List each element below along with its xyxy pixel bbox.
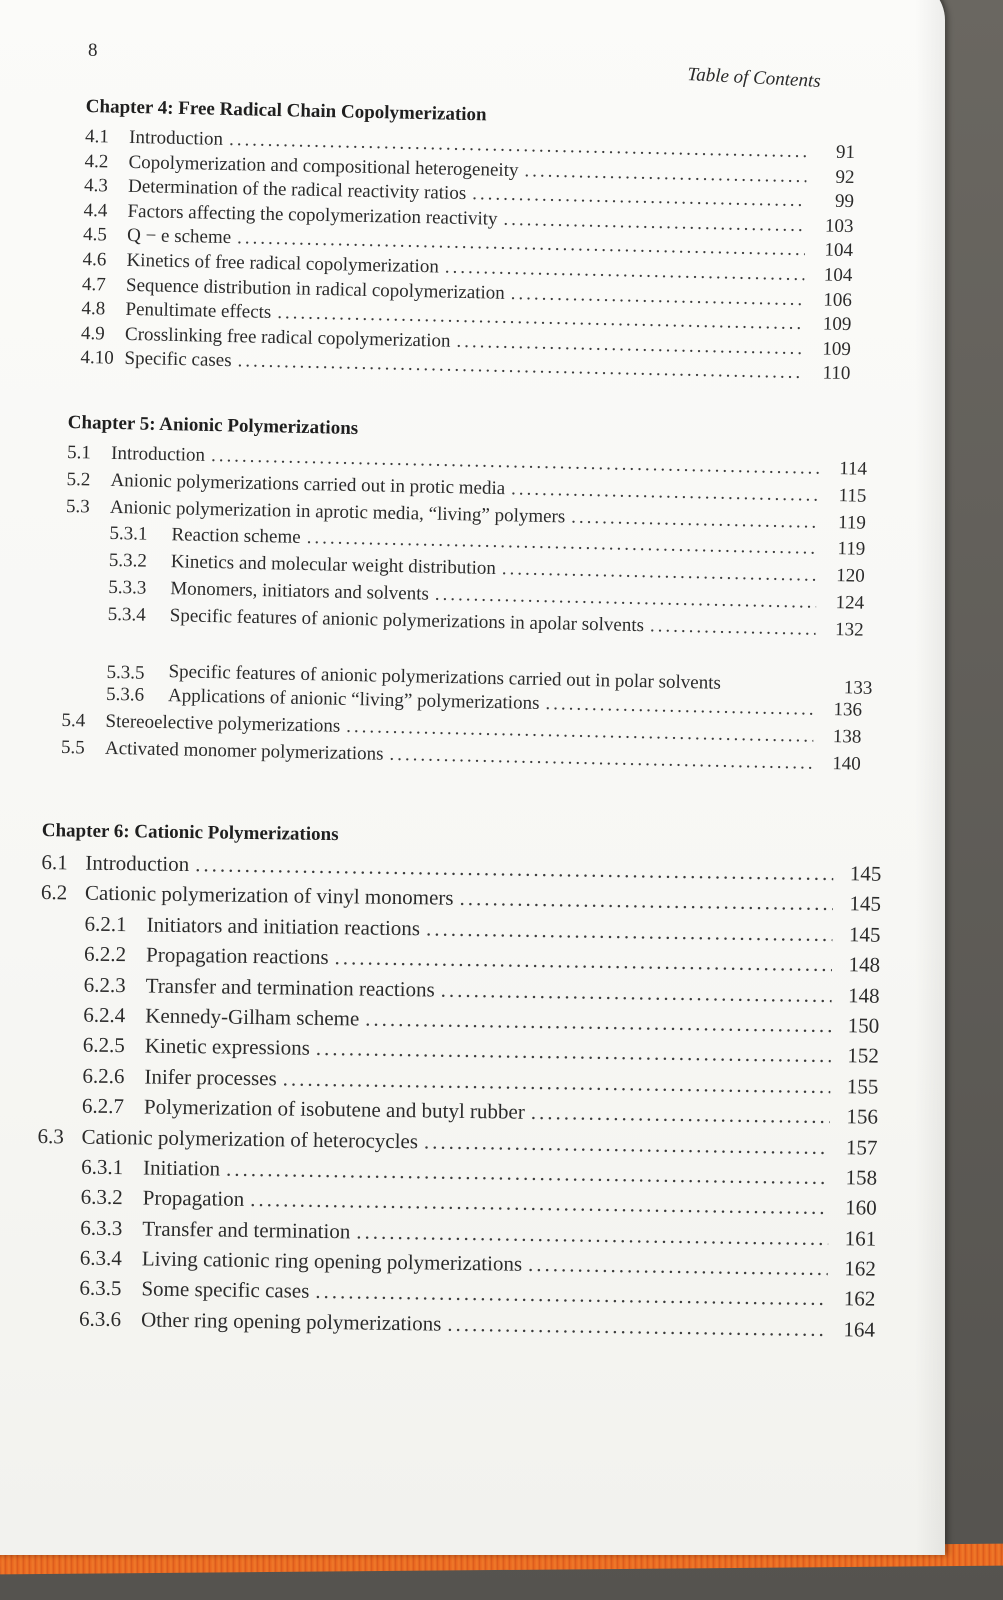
chapter-title: Chapter 6: Cationic Polymerizations: [41, 820, 339, 846]
toc-entry-page: 119: [837, 511, 867, 534]
toc-entry-title: Applications of anionic “living” polymerizations: [167, 685, 540, 715]
toc-entry-title: Transfer and termination: [142, 1216, 351, 1244]
toc-entry-title: Kinetics and molecular weight distribution: [170, 551, 497, 580]
dot-leader: [531, 1100, 830, 1129]
toc-entry-number: 5.2: [66, 468, 91, 491]
toc-entry-page: 91: [835, 141, 856, 164]
toc-entry-number: 6.3.3: [80, 1215, 123, 1240]
dot-leader: [528, 1252, 828, 1281]
toc-entry-page: 156: [846, 1104, 879, 1129]
toc-entry-page: 148: [847, 982, 880, 1008]
toc-entry-title: Polymerization of isobutene and butyl rubber: [143, 1094, 525, 1124]
toc-entry-title: Reaction scheme: [171, 524, 301, 549]
toc-entry-page: 148: [848, 952, 881, 977]
toc-entry-title: Q − e scheme: [126, 225, 232, 249]
toc-entry-number: 6.2.1: [84, 911, 127, 936]
toc-entry-number: 6.2.4: [83, 1002, 126, 1028]
toc-entry-title: Introduction: [85, 850, 190, 877]
toc-entry-number: 5.3.5: [106, 662, 145, 684]
chapter-title: Chapter 5: Anionic Polymerizations: [67, 412, 359, 440]
toc-entry-number: 4.9: [80, 322, 105, 345]
toc-entry-number: 6.3.6: [78, 1306, 122, 1332]
dot-leader: [195, 852, 833, 886]
chapter-5-section: [60, 412, 873, 780]
toc-entry-title: Monomers, initiators and solvents: [170, 578, 430, 605]
toc-entry-title: Specific features of anionic polymerizations in apolar solvents: [169, 604, 645, 636]
toc-entry-title: Initiation: [142, 1155, 221, 1181]
toc-entry-title: Determination of the radical reactivity ratios: [127, 176, 467, 205]
toc-entry-title: Activated monomer polymerizations: [104, 737, 384, 765]
dot-leader: [424, 1129, 830, 1160]
toc-entry-number: 4.8: [81, 298, 106, 320]
toc-entry-page: 119: [837, 538, 866, 561]
toc-entry-number: 6.2.5: [82, 1032, 126, 1058]
toc-entry-title: Sequence distribution in radical copolymerization: [125, 274, 506, 304]
toc-entry-title: Transfer and termination reactions: [145, 973, 435, 1002]
toc-entry-page: 124: [835, 592, 865, 614]
toc-entry-number: 5.5: [60, 736, 85, 759]
dot-leader: [571, 506, 818, 533]
toc-entry-page: 120: [836, 565, 865, 587]
toc-entry-title: Anionic polymerizations carried out in protic media: [110, 469, 506, 499]
toc-entry-number: 6.3.5: [79, 1276, 122, 1301]
toc-entry-title: Crosslinking free radical copolymerization: [124, 323, 451, 352]
toc-entry-title: Specific cases: [124, 348, 232, 372]
running-head: Table of Contents: [686, 64, 822, 92]
toc-entry-page: 150: [847, 1013, 880, 1038]
toc-entry-page: 104: [823, 264, 853, 287]
toc-entry-page: 145: [848, 922, 881, 947]
toc-entry-number: 5.4: [61, 709, 86, 732]
toc-entry-number: 5.3.4: [107, 603, 146, 626]
toc-entry-page: 138: [832, 726, 862, 748]
toc-entry-number: 6.3.2: [80, 1184, 123, 1210]
toc-entry-number: 4.5: [82, 224, 108, 246]
toc-entry-number: 4.7: [81, 273, 107, 296]
dot-leader: [545, 693, 814, 721]
toc-entry-title: Kinetic expressions: [144, 1033, 311, 1061]
toc-entry-title: Stereoelective polymerizations: [105, 710, 341, 737]
toc-entry-number: 6.1: [41, 849, 68, 875]
dot-leader: [524, 160, 806, 188]
chapter-title: Chapter 4: Free Radical Chain Copolymerization: [85, 96, 487, 126]
toc-entry-page: 152: [847, 1043, 879, 1069]
toc-entry-page: 157: [845, 1134, 878, 1160]
dot-leader: [356, 1219, 828, 1251]
toc-entry-page: 110: [822, 362, 851, 385]
toc-entry-number: 4.1: [84, 125, 110, 148]
toc-entry-title: Introduction: [128, 126, 224, 150]
dot-leader: [441, 977, 832, 1007]
dot-leader: [650, 615, 816, 640]
chapter-6-section: [35, 820, 882, 1348]
toc-entry-number: 5.3.2: [108, 550, 148, 572]
toc-entry-number: 6.2.6: [82, 1063, 125, 1088]
toc-entry-page: 145: [849, 861, 882, 886]
toc-entry-title: Kennedy-Gilham scheme: [145, 1003, 360, 1031]
toc-entry-number: 6.2.2: [83, 941, 127, 967]
toc-entry-page: 158: [845, 1165, 878, 1190]
toc-entry-page: 133: [843, 677, 873, 700]
toc-entry-title: Other ring opening polymerizations: [140, 1307, 442, 1336]
toc-entry-title: Penultimate effects: [125, 299, 272, 324]
toc-entry-number: 5.3.1: [109, 523, 148, 546]
toc-entry-number: 6.3.1: [80, 1154, 124, 1180]
dot-leader: [426, 916, 833, 947]
toc-entry-title: Some specific cases: [141, 1276, 310, 1304]
toc-entry-title: Propagation: [142, 1185, 245, 1212]
toc-entry-page: 162: [844, 1256, 876, 1281]
toc-entry-page: 161: [844, 1225, 877, 1251]
toc-entry-page: 115: [838, 484, 867, 507]
toc-entry-page: 109: [822, 338, 852, 360]
toc-entry-title: Factors affecting the copolymerization reactivity: [127, 200, 498, 230]
toc-entry-title: Cationic polymerization of vinyl monomers: [84, 880, 454, 911]
toc-entry-title: Anionic polymerization in aprotic media, “living” polymers: [109, 496, 566, 528]
dot-leader: [447, 1312, 827, 1342]
toc-entry-page: 145: [849, 891, 882, 917]
toc-entry-title: Inifer processes: [144, 1064, 277, 1091]
toc-entry-page: 114: [838, 458, 868, 480]
toc-entry-number: 5.3: [65, 495, 90, 518]
dot-leader: [459, 886, 833, 916]
toc-entry-page: 99: [834, 190, 855, 213]
toc-entry-page: 155: [846, 1073, 879, 1099]
toc-entry-page: 109: [822, 313, 852, 336]
toc-entry-page: 106: [823, 289, 853, 311]
toc-entry-page: 162: [843, 1286, 876, 1312]
toc-entry-title: Specific features of anionic polymerizations carried out in polar solvents: [168, 661, 722, 694]
chapter-4-section: [80, 96, 856, 388]
toc-entry-title: Propagation reactions: [145, 942, 329, 970]
toc-entry-number: 5.3.6: [105, 684, 145, 706]
toc-entry-title: Initiators and initiation reactions: [146, 912, 421, 941]
toc-entry-page: 160: [844, 1195, 877, 1220]
toc-entry-page: 164: [843, 1317, 876, 1342]
toc-entry-page: 92: [835, 166, 855, 188]
toc-entry-number: 6.2.3: [83, 972, 126, 997]
page-number: 8: [88, 40, 98, 61]
dot-leader: [365, 1006, 831, 1038]
toc-entry-title: Copolymerization and compositional heterogeneity: [128, 151, 519, 181]
toc-entry-number: 4.10: [80, 347, 114, 369]
toc-entry-number: 5.1: [66, 441, 92, 464]
toc-entry-number: 4.4: [83, 199, 108, 222]
toc-entry-number: 4.3: [83, 175, 109, 197]
toc-entry-page: 103: [824, 215, 854, 237]
toc-entry-number: 6.3.4: [79, 1245, 123, 1271]
toc-entry-number: 6.2: [40, 880, 68, 905]
toc-entry-page: 136: [833, 699, 863, 721]
toc-entry-page: 104: [824, 239, 854, 262]
toc-entry-number: 4.6: [82, 248, 107, 271]
toc-entry-title: Introduction: [110, 442, 206, 466]
toc-entry-title: Kinetics of free radical copolymerization: [126, 249, 440, 278]
toc-entry-number: 4.2: [84, 150, 109, 173]
toc-entry-number: 5.3.3: [108, 576, 147, 599]
toc-entry-number: 6.2.7: [81, 1093, 125, 1119]
toc-entry-page: 132: [834, 618, 864, 641]
toc-entry-title: Living cationic ring opening polymerizations: [141, 1246, 523, 1276]
toc-entry-title: Cationic polymerization of heterocycles: [81, 1124, 419, 1153]
toc-entry-number: 6.3: [37, 1123, 65, 1148]
toc-entry-page: 140: [832, 752, 862, 775]
